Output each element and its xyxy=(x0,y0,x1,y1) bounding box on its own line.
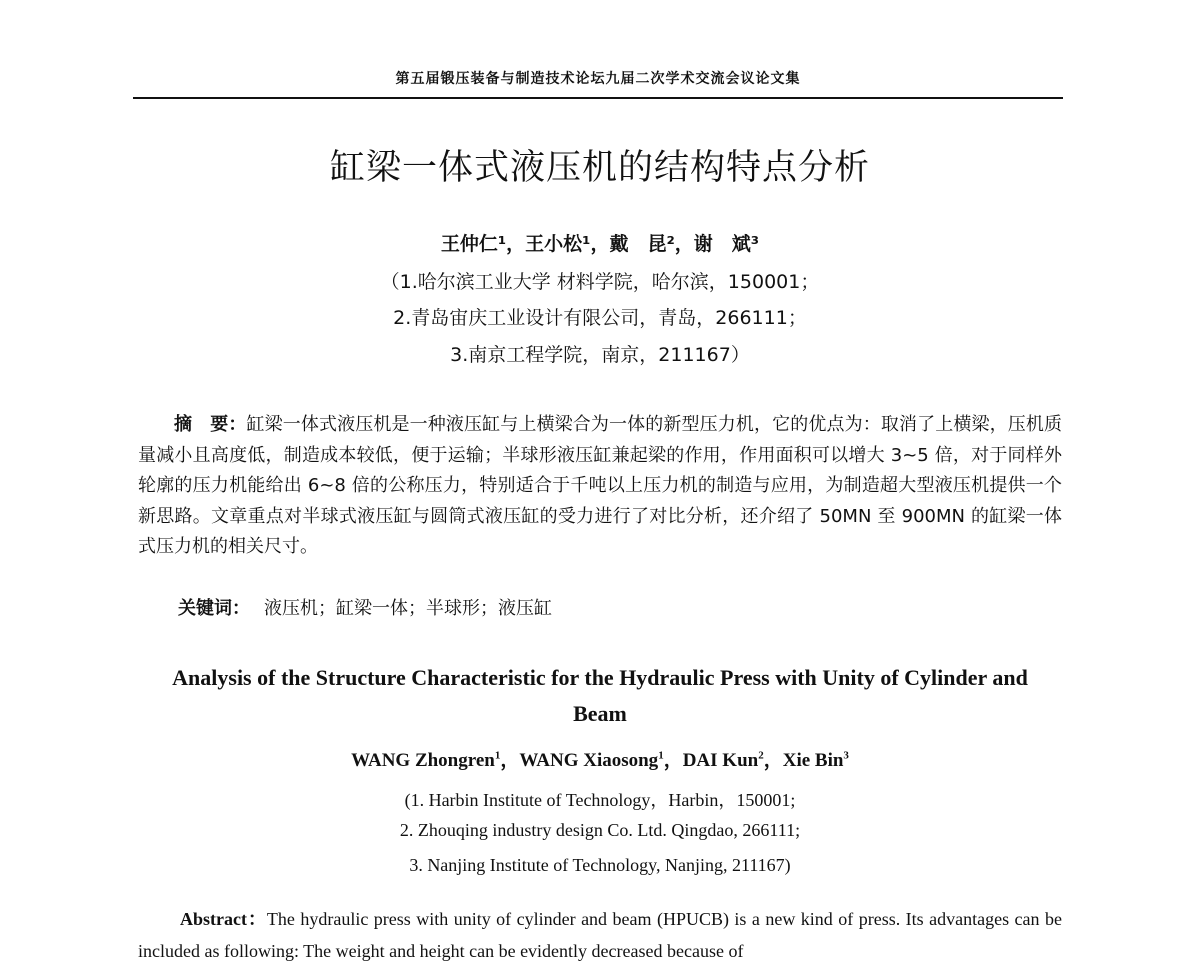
english-abstract-text: The hydraulic press with unity of cylinder and beam (HPUCB) is a new kind of press. Its advantages can be included as following: The weight and height can be evidently decreased because of xyxy=(138,909,1062,961)
running-header: 第五届锻压装备与制造技术论坛九届二次学术交流会议论文集 xyxy=(395,71,801,87)
english-author-1: WANG Zhongren$^1$， xyxy=(351,749,520,771)
english-abstract xyxy=(138,903,1062,967)
chinese-keywords-text: 液压机；缸梁一体；半球形；液压缸 xyxy=(264,598,552,619)
chinese-affiliation-1: （1.哈尔滨工业大学 材料学院，哈尔滨，150001； xyxy=(380,271,820,293)
header-rule xyxy=(133,97,1063,99)
english-author-2: WANG Xiaosong$^1$， xyxy=(519,749,683,771)
english-title: Analysis of the Structure Characteristic for the Hydraulic Press with Unity of Cylinder and Beam xyxy=(172,665,1028,726)
english-author-3: DAI Kun$^2$， xyxy=(682,749,783,771)
chinese-keywords-label: 关键词： xyxy=(178,598,250,619)
english-authors xyxy=(0,745,1200,772)
chinese-affiliation-3: 3.南京工程学院，南京，211167） xyxy=(450,344,750,366)
chinese-abstract-label: 摘 要： xyxy=(174,414,247,435)
chinese-authors: 王仲仁¹，王小松¹，戴 昆²，谢 斌³ xyxy=(440,233,760,255)
english-author-4: Xie Bin$^3$ xyxy=(782,749,849,771)
english-affiliation-3: 3. Nanjing Institute of Technology, Nanjing, 211167) xyxy=(409,855,791,875)
chinese-keywords xyxy=(178,594,552,620)
chinese-title: 缸梁一体式液压机的结构特点分析 xyxy=(329,148,870,188)
chinese-affiliation-2: 2.青岛宙庆工业设计有限公司，青岛，266111； xyxy=(393,307,807,329)
chinese-abstract xyxy=(138,410,1062,563)
english-abstract-label: Abstract： xyxy=(180,909,267,929)
english-affiliation-1: (1. Harbin Institute of Technology，Harbin，150001; xyxy=(404,790,796,810)
english-affiliation-2: 2. Zhouqing industry design Co. Ltd. Qingdao, 266111; xyxy=(399,820,801,840)
chinese-abstract-text: 缸梁一体式液压机是一种液压缸与上横梁合为一体的新型压力机，它的优点为：取消了上横梁，压机质量减小且高度低，制造成本较低，便于运输；半球形液压缸兼起梁的作用，作用面积可以增大 3~5 倍，对于同样外轮廓的压力机能给出 6~8 倍的公称压力，特别适合于千吨以上压力机的制造与应用，为制造超大型液压机提供一个新思路。文章重点对半球式液压缸与圆筒式液压缸的受力进行了对比分析，还介绍了 50MN 至 900MN 的缸梁一体式压力机的相关尺寸。 xyxy=(138,414,1062,558)
